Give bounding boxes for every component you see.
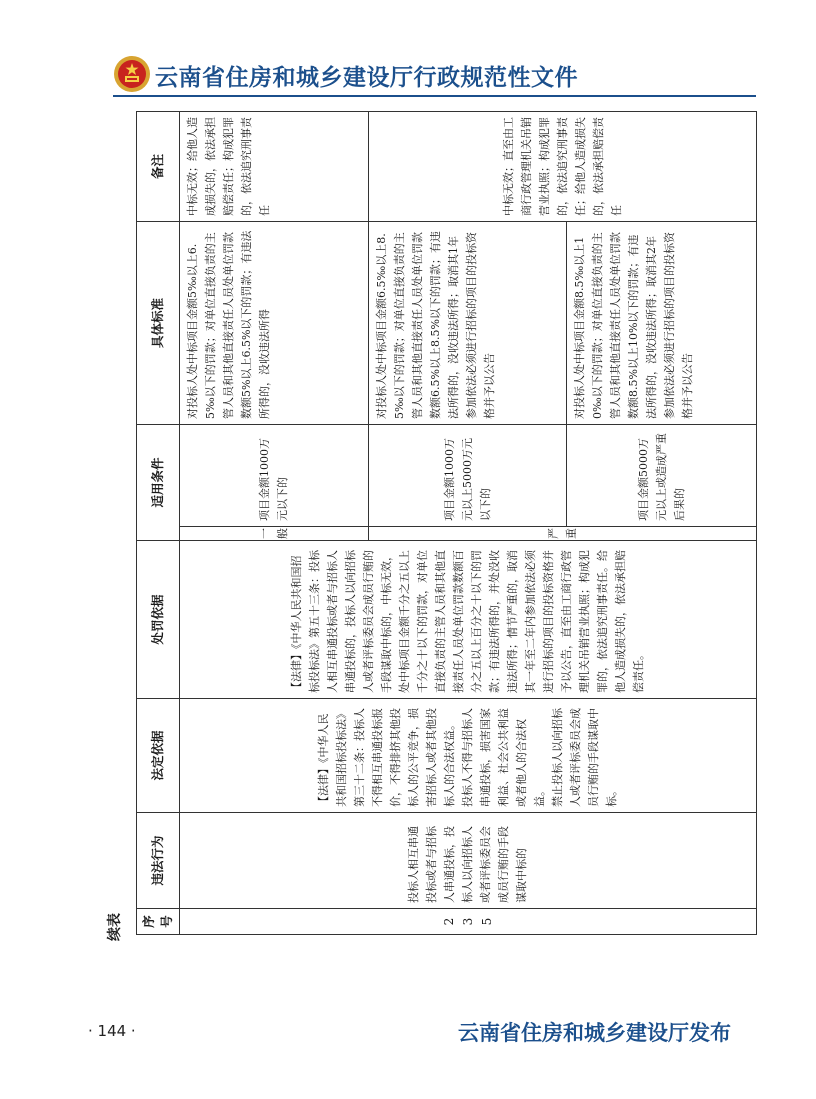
- condition-1-cell: 项目金额1000万元以下的: [180, 424, 369, 526]
- penalty-basis-cell: 【法律】《中华人民共和国招标投标法》第五十三条：投标人相互串通投标或者与招标人串通投标的，投标人以向招标人或者评标委员会成员行贿的手段谋取中标的，中标无效，处中标项目金额千分之五以上千分之十以下的罚款，对单位直接负责的主管人员和其他直接责任人员处单位罚款数额百分之五以上百分之十以下的罚款；有违法所得的，并处没收违法所得；情节严重的，取消其一年至二年内参加依法必须进行招标的项目的投标资格并予以公告，直至由工商行政管理机关吊销营业执照；构成犯罪的，依法追究刑事责任。给他人造成损失的，依法承担赔偿责任。: [180, 541, 757, 699]
- standard-2-cell: 对投标人处中标项目金额6.5‰以上8.5‰以下的罚款；对单位直接负责的主管人员和其他直接责任人员处单位罚款数额6.5%以上8.5%以下的罚款；有违法所得的，没收违法所得；取消其1年参加依法必须进行招标的项目的投标资格并予以公告: [369, 221, 567, 424]
- legal-basis-para-2: 投标人不得与招标人串通投标，损害国家利益、社会公共利益或者他人的合法权益。: [461, 708, 546, 807]
- col-header-act: 违法行为: [137, 813, 180, 909]
- rotated-table-container: [107, 112, 753, 941]
- table-row: [180, 111, 369, 934]
- standard-3-cell: 对投标人处中标项目金额8.5‰以上10‰以下的罚款；对单位直接负责的主管人员和其他直接责任人员处单位罚款数额8.5%以上10%以下的罚款；有违法所得的，没收违法所得；取消其2年参加依法必须进行招标的项目的投标资格并予以公告: [567, 221, 757, 424]
- penalty-table: [136, 111, 757, 935]
- col-header-legal-basis: 法定依据: [137, 699, 180, 813]
- note-2-cell: 中标无效；直至由工商行政管理机关吊销营业执照；构成犯罪的，依法追究刑事责任；给他人造成损失的，依法承担赔偿责任: [369, 111, 757, 221]
- table-header-row: [137, 111, 180, 934]
- col-header-penalty-basis: 处罚依据: [137, 541, 180, 699]
- page-number: · 144 ·: [88, 1022, 136, 1040]
- col-header-standard: 具体标准: [137, 221, 180, 424]
- illegal-act-cell: 投标人相互串通投标或者与招标人串通投标，投标人以向招标人或者评标委员会成员行贿的手段谋取中标的: [180, 813, 757, 909]
- legal-basis-para-1: 【法律】《中华人民共和国招标投标法》第三十二条：投标人不得相互串通投标报价，不得排挤其他投标人的公平竞争，损害招标人或者其他投标人的合法权益。: [317, 708, 456, 807]
- seq-cell: 235: [180, 909, 757, 935]
- continued-label: 续表: [107, 913, 123, 941]
- col-header-condition: 适用条件: [137, 424, 180, 540]
- level-serious-cell: 严重: [369, 527, 757, 541]
- national-emblem-icon: [113, 55, 151, 93]
- legal-basis-cell: [180, 699, 757, 813]
- page-header: [0, 0, 816, 110]
- header-title: 云南省住房和城乡建设厅行政规范性文件: [155, 65, 578, 91]
- col-header-note: 备注: [137, 111, 180, 221]
- footer-publisher: 云南省住房和城乡建设厅发布: [458, 1021, 731, 1045]
- condition-3-cell: 项目金额5000万元以上或造成严重后果的: [567, 424, 757, 526]
- header-rule: [113, 95, 756, 97]
- legal-basis-para-3: 禁止投标人以向招标人或者评标委员会成员行贿的手段谋取中标。: [551, 708, 618, 807]
- col-header-seq: 序号: [137, 909, 180, 935]
- condition-2-cell: 项目金额1000万元以上5000万元以下的: [369, 424, 567, 526]
- standard-1-cell: 对投标人处中标项目金额5‰以上6.5‰以下的罚款；对单位直接负责的主管人员和其他直接责任人员处单位罚款数额5%以上6.5%以下的罚款；有违法所得的，没收违法所得: [180, 221, 369, 424]
- level-general-cell: 一般: [180, 527, 369, 541]
- note-1-cell: 中标无效；给他人造成损失的，依法承担赔偿责任；构成犯罪的，依法追究刑事责任: [180, 111, 369, 221]
